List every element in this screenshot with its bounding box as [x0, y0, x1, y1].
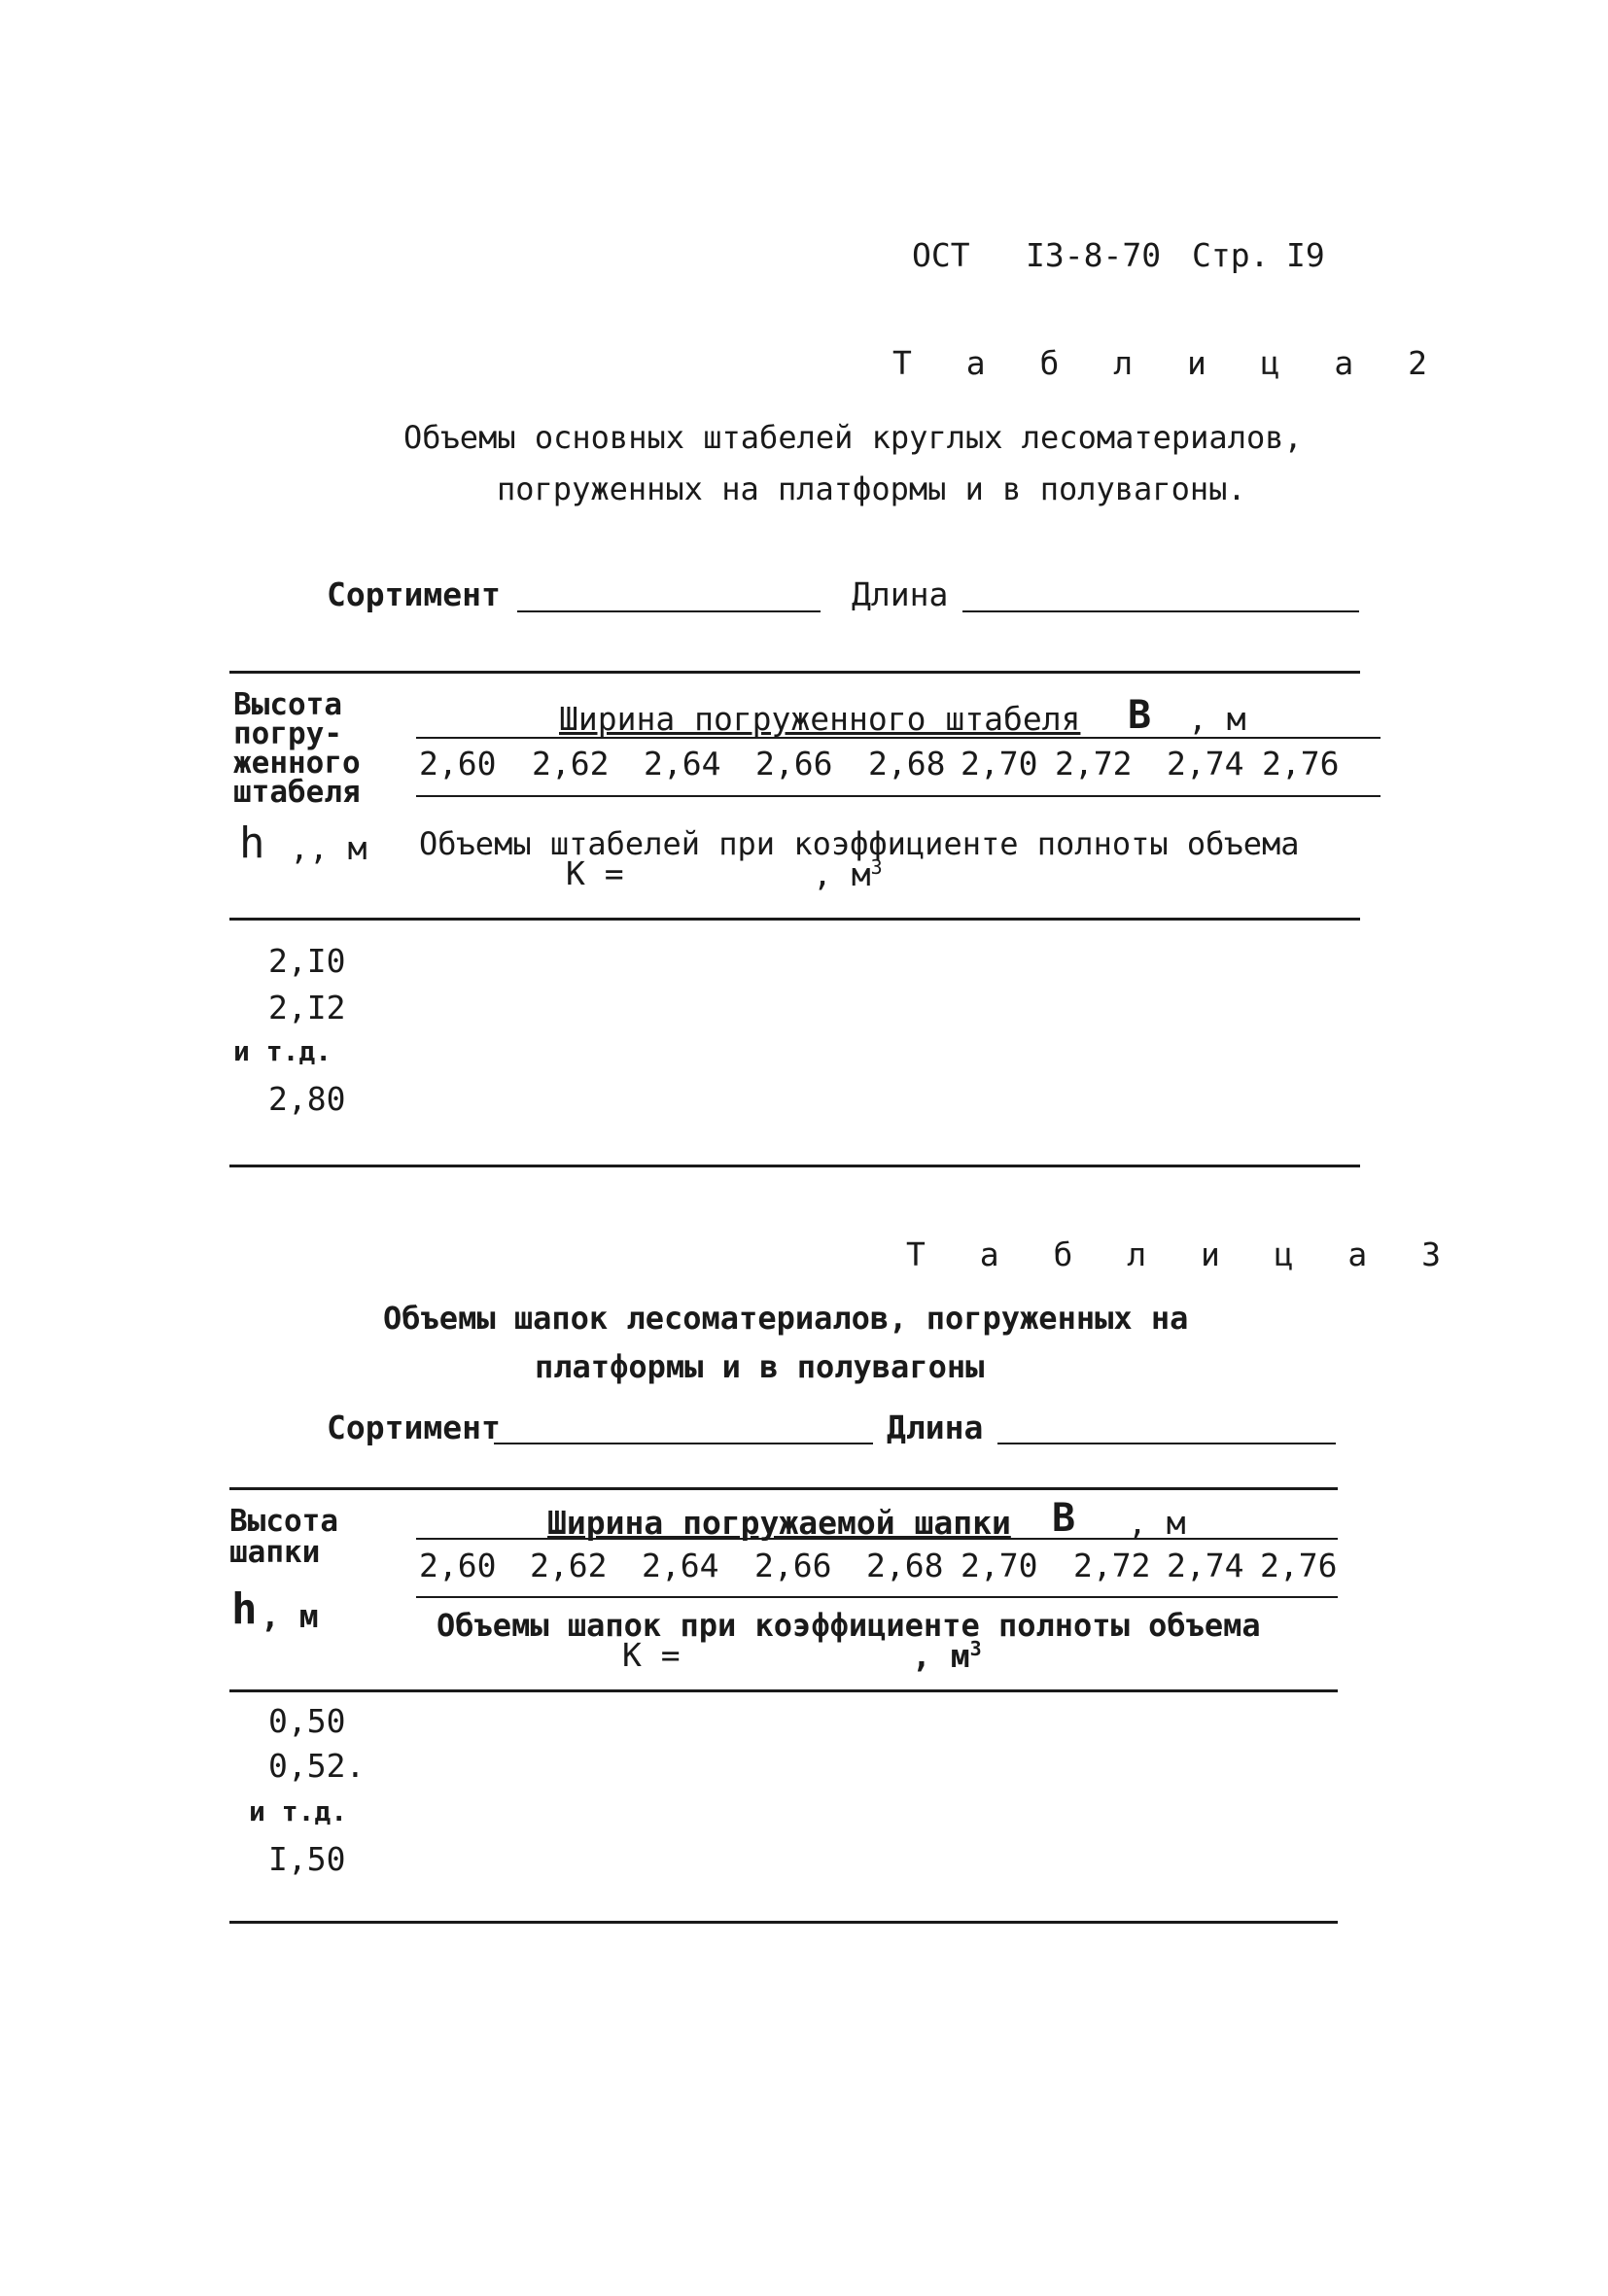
table2-row-header-line: погру-	[233, 716, 342, 751]
table2-width-group-title: Ширина погруженного штабеля	[559, 700, 1081, 738]
table2-top-rule	[229, 671, 1360, 674]
table3-height-unit: , м	[261, 1597, 319, 1635]
table2-width-value: 2,64	[644, 745, 721, 783]
header-code: I3-8-70	[1026, 236, 1162, 274]
table3-width-value: 2,64	[642, 1547, 719, 1584]
table3-width-value: 2,60	[419, 1547, 497, 1584]
table2-bottom-rule	[229, 1165, 1360, 1167]
table3-bottom-rule	[229, 1921, 1338, 1924]
table2-width-value: 2,72	[1055, 745, 1133, 783]
table3-top-rule	[229, 1487, 1338, 1490]
table2-row-header-line: женного	[233, 746, 361, 781]
table2-width-value: 2,68	[868, 745, 946, 783]
table2-label: Т а б л и ц а 2	[892, 344, 1446, 382]
table2-height-unit: ,, м	[290, 829, 367, 867]
table3-row-header-line: шапки	[229, 1535, 321, 1570]
table2-width-value: 2,66	[755, 745, 833, 783]
table2-caption-line1: Объемы основных штабелей круглых лесоматериалов,	[403, 419, 1303, 456]
table2-caption-line2: погруженных на платформы и в полувагоны.	[497, 470, 1246, 507]
table3-width-group-title: Ширина погружаемой шапки	[547, 1504, 1011, 1542]
table2-width-value: 2,60	[419, 745, 497, 783]
table3-width-symbol: B	[1052, 1496, 1076, 1541]
table2-height-value: и т.д.	[233, 1035, 332, 1067]
table3-sortiment-label: Сортимент	[327, 1409, 501, 1446]
table2-row-header-line: Высота	[233, 687, 342, 722]
table3-height-value: 0,52.	[268, 1747, 366, 1785]
table3-height-value: и т.д.	[249, 1795, 348, 1827]
header-standard: ОСТ	[912, 236, 970, 274]
table2-width-value: 2,70	[961, 745, 1038, 783]
table3-group-rule	[416, 1538, 1338, 1540]
table3-height-value: 0,50	[268, 1702, 346, 1740]
table2-length-blank	[962, 610, 1359, 612]
table2-width-symbol: B	[1128, 693, 1152, 738]
table3-k-unit: , $м^3$	[912, 1637, 982, 1675]
table3-widths-rule	[416, 1596, 1338, 1598]
table2-k-unit: , $м^3$	[813, 855, 883, 893]
table3-sortiment-blank	[494, 1443, 873, 1444]
table2-header-bottom-rule	[229, 918, 1360, 921]
header-page-label: Стр.	[1192, 236, 1270, 274]
table3-width-value: 2,68	[866, 1547, 944, 1584]
table2-sortiment-label: Сортимент	[327, 575, 501, 613]
table3-height-value: I,50	[268, 1840, 346, 1878]
table3-width-value: 2,66	[754, 1547, 832, 1584]
table2-height-value: 2,I2	[268, 989, 346, 1026]
table2-width-value: 2,62	[532, 745, 610, 783]
table3-k-label: К =	[622, 1636, 681, 1674]
table2-height-symbol: h	[239, 818, 265, 868]
table2-width-value: 2,76	[1262, 745, 1340, 783]
table2-row-header-line: штабеля	[233, 775, 361, 810]
table3-width-value: 2,74	[1167, 1547, 1244, 1584]
table3-width-unit: , м	[1128, 1504, 1186, 1542]
table3-caption-line2: платформы и в полувагоны	[535, 1348, 985, 1385]
table3-row-header-line: Высота	[229, 1504, 338, 1539]
table3-width-value: 2,70	[961, 1547, 1038, 1584]
table3-height-symbol: h	[231, 1584, 258, 1634]
table3-header-bottom-rule	[229, 1689, 1338, 1692]
table3-length-blank	[997, 1443, 1336, 1444]
table2-width-unit: , м	[1188, 700, 1246, 738]
table3-length-label: Длина	[887, 1409, 984, 1446]
table2-height-value: 2,80	[268, 1080, 346, 1118]
table3-width-value: 2,62	[530, 1547, 608, 1584]
table2-group-rule	[416, 737, 1381, 739]
header-page-number: I9	[1286, 236, 1325, 274]
table3-label: Т а б л и ц а 3	[906, 1235, 1459, 1273]
table2-widths-rule	[416, 795, 1381, 797]
table3-width-value: 2,72	[1073, 1547, 1151, 1584]
table3-caption-line1: Объемы шапок лесоматериалов, погруженных на	[383, 1300, 1189, 1337]
table2-sortiment-blank	[517, 610, 821, 612]
table2-length-label: Длина	[852, 575, 949, 613]
table3-width-value: 2,76	[1260, 1547, 1338, 1584]
table2-height-value: 2,I0	[268, 942, 346, 980]
table2-width-value: 2,74	[1167, 745, 1244, 783]
table2-volume-caption: Объемы штабелей при коэффициенте полноты объема	[419, 825, 1300, 862]
table3-volume-caption: Объемы шапок при коэффициенте полноты объема	[437, 1607, 1261, 1644]
table2-k-label: К =	[566, 854, 624, 892]
